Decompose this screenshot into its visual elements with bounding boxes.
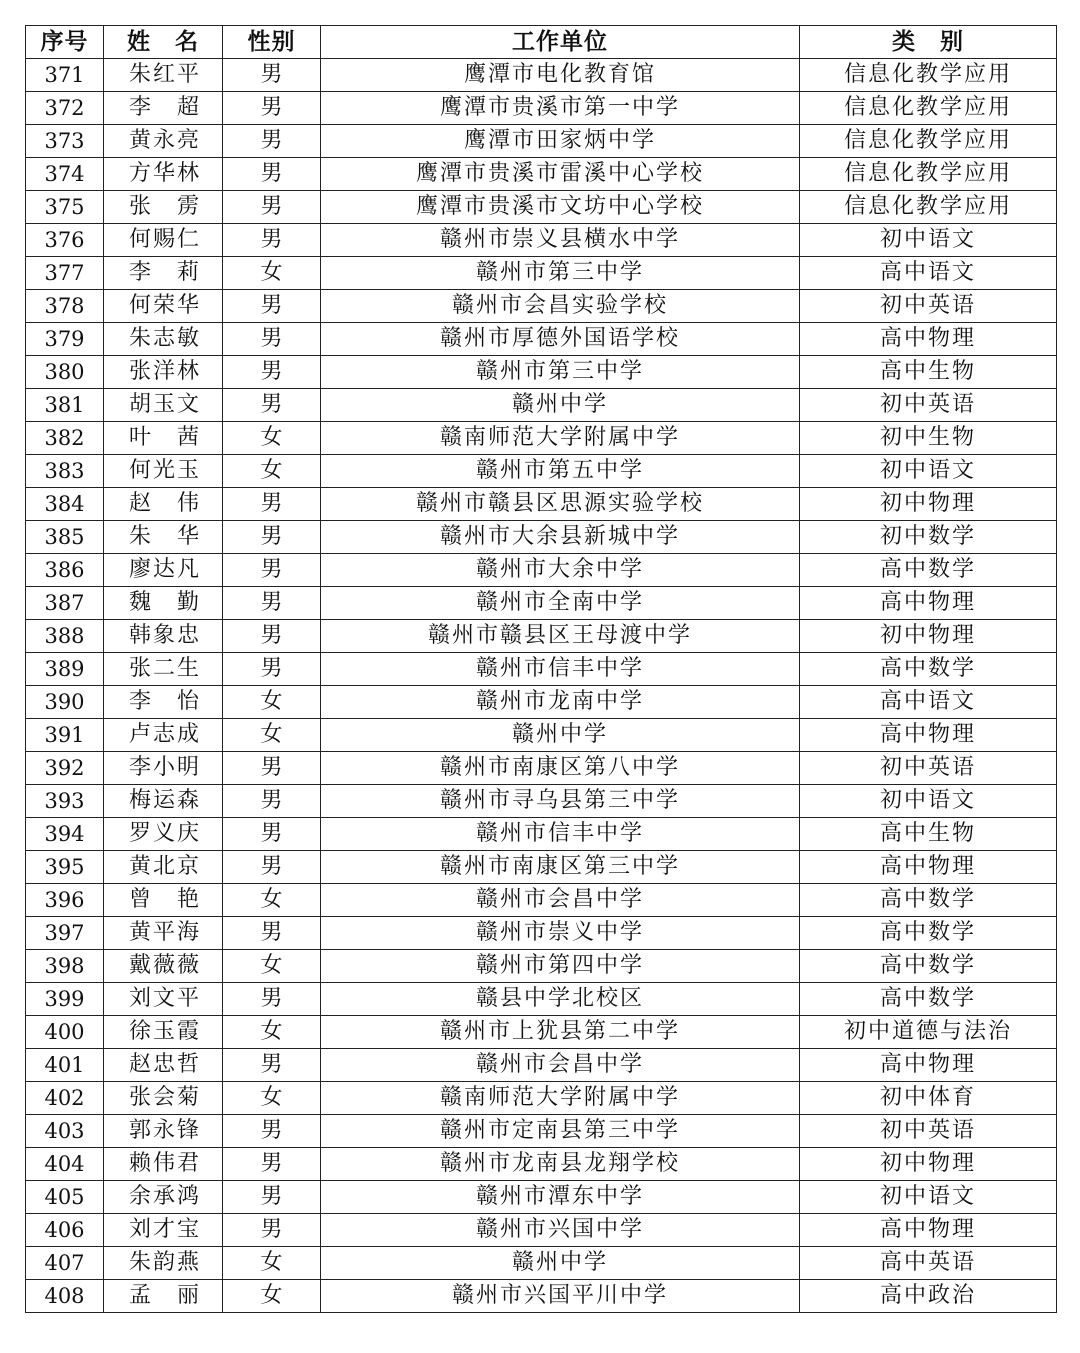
cell-index: 385 bbox=[26, 521, 104, 554]
cell-name: 曾 艳 bbox=[104, 884, 223, 917]
cell-workplace: 赣州市上犹县第二中学 bbox=[321, 1016, 800, 1049]
table-row bbox=[26, 389, 1057, 422]
cell-gender: 男 bbox=[223, 1181, 321, 1214]
cell-gender: 男 bbox=[223, 125, 321, 158]
cell-gender: 男 bbox=[223, 356, 321, 389]
cell-category: 高中物理 bbox=[800, 1214, 1057, 1247]
cell-workplace: 赣州市第四中学 bbox=[321, 950, 800, 983]
cell-index: 373 bbox=[26, 125, 104, 158]
cell-name: 张洋林 bbox=[104, 356, 223, 389]
cell-workplace: 赣州市潭东中学 bbox=[321, 1181, 800, 1214]
table-row bbox=[26, 1214, 1057, 1247]
cell-workplace: 赣州市兴国平川中学 bbox=[321, 1280, 800, 1313]
header-workplace: 工作单位 bbox=[321, 26, 800, 59]
cell-category: 初中生物 bbox=[800, 422, 1057, 455]
table-header-row bbox=[26, 26, 1057, 59]
cell-workplace: 赣州中学 bbox=[321, 1247, 800, 1280]
cell-index: 402 bbox=[26, 1082, 104, 1115]
table-row bbox=[26, 158, 1057, 191]
cell-gender: 男 bbox=[223, 752, 321, 785]
cell-workplace: 赣州市龙南县龙翔学校 bbox=[321, 1148, 800, 1181]
table-body bbox=[26, 59, 1057, 1313]
table-row bbox=[26, 686, 1057, 719]
cell-index: 389 bbox=[26, 653, 104, 686]
cell-category: 初中物理 bbox=[800, 1148, 1057, 1181]
table-row bbox=[26, 1049, 1057, 1082]
cell-category: 高中物理 bbox=[800, 587, 1057, 620]
table-row bbox=[26, 290, 1057, 323]
cell-name: 徐玉霞 bbox=[104, 1016, 223, 1049]
cell-index: 381 bbox=[26, 389, 104, 422]
cell-workplace: 赣州市第三中学 bbox=[321, 257, 800, 290]
cell-name: 廖达凡 bbox=[104, 554, 223, 587]
cell-category: 高中物理 bbox=[800, 1049, 1057, 1082]
cell-category: 初中数学 bbox=[800, 521, 1057, 554]
cell-index: 408 bbox=[26, 1280, 104, 1313]
table-row bbox=[26, 521, 1057, 554]
cell-gender: 男 bbox=[223, 554, 321, 587]
table-row bbox=[26, 851, 1057, 884]
cell-gender: 女 bbox=[223, 950, 321, 983]
cell-gender: 男 bbox=[223, 488, 321, 521]
cell-gender: 男 bbox=[223, 92, 321, 125]
cell-workplace: 鹰潭市贵溪市第一中学 bbox=[321, 92, 800, 125]
table-row bbox=[26, 92, 1057, 125]
cell-gender: 女 bbox=[223, 686, 321, 719]
cell-name: 黄永亮 bbox=[104, 125, 223, 158]
table-row bbox=[26, 1148, 1057, 1181]
cell-name: 方华林 bbox=[104, 158, 223, 191]
cell-category: 初中语文 bbox=[800, 785, 1057, 818]
table-row bbox=[26, 356, 1057, 389]
cell-workplace: 赣州市兴国中学 bbox=[321, 1214, 800, 1247]
cell-category: 初中体育 bbox=[800, 1082, 1057, 1115]
cell-workplace: 赣州市厚德外国语学校 bbox=[321, 323, 800, 356]
table-row bbox=[26, 1115, 1057, 1148]
cell-index: 387 bbox=[26, 587, 104, 620]
table-row bbox=[26, 125, 1057, 158]
cell-name: 何赐仁 bbox=[104, 224, 223, 257]
cell-name: 朱志敏 bbox=[104, 323, 223, 356]
cell-index: 400 bbox=[26, 1016, 104, 1049]
cell-name: 罗义庆 bbox=[104, 818, 223, 851]
cell-index: 386 bbox=[26, 554, 104, 587]
cell-name: 李 超 bbox=[104, 92, 223, 125]
table-row bbox=[26, 1082, 1057, 1115]
cell-gender: 男 bbox=[223, 1115, 321, 1148]
table-row bbox=[26, 1181, 1057, 1214]
cell-name: 张会菊 bbox=[104, 1082, 223, 1115]
teacher-roster-table bbox=[25, 25, 1057, 1313]
cell-name: 胡玉文 bbox=[104, 389, 223, 422]
cell-index: 371 bbox=[26, 59, 104, 92]
cell-name: 李小明 bbox=[104, 752, 223, 785]
table-row bbox=[26, 917, 1057, 950]
cell-category: 初中语文 bbox=[800, 224, 1057, 257]
cell-category: 高中语文 bbox=[800, 257, 1057, 290]
cell-name: 赖伟君 bbox=[104, 1148, 223, 1181]
cell-name: 孟 丽 bbox=[104, 1280, 223, 1313]
cell-index: 390 bbox=[26, 686, 104, 719]
cell-workplace: 赣州市会昌中学 bbox=[321, 1049, 800, 1082]
cell-workplace: 赣南师范大学附属中学 bbox=[321, 422, 800, 455]
cell-gender: 男 bbox=[223, 818, 321, 851]
cell-index: 401 bbox=[26, 1049, 104, 1082]
cell-name: 刘才宝 bbox=[104, 1214, 223, 1247]
cell-gender: 女 bbox=[223, 1247, 321, 1280]
cell-category: 高中物理 bbox=[800, 719, 1057, 752]
cell-gender: 男 bbox=[223, 191, 321, 224]
cell-index: 391 bbox=[26, 719, 104, 752]
cell-index: 376 bbox=[26, 224, 104, 257]
table-row bbox=[26, 1247, 1057, 1280]
cell-category: 高中物理 bbox=[800, 323, 1057, 356]
cell-name: 梅运森 bbox=[104, 785, 223, 818]
cell-gender: 男 bbox=[223, 290, 321, 323]
cell-category: 初中物理 bbox=[800, 620, 1057, 653]
cell-workplace: 鹰潭市贵溪市雷溪中心学校 bbox=[321, 158, 800, 191]
cell-workplace: 赣州市崇义中学 bbox=[321, 917, 800, 950]
cell-index: 397 bbox=[26, 917, 104, 950]
table-row bbox=[26, 818, 1057, 851]
cell-index: 396 bbox=[26, 884, 104, 917]
cell-index: 395 bbox=[26, 851, 104, 884]
table-row bbox=[26, 488, 1057, 521]
cell-name: 朱韵燕 bbox=[104, 1247, 223, 1280]
cell-category: 初中英语 bbox=[800, 290, 1057, 323]
cell-gender: 男 bbox=[223, 224, 321, 257]
cell-workplace: 赣州市大余县新城中学 bbox=[321, 521, 800, 554]
cell-workplace: 鹰潭市贵溪市文坊中心学校 bbox=[321, 191, 800, 224]
cell-index: 375 bbox=[26, 191, 104, 224]
cell-gender: 男 bbox=[223, 389, 321, 422]
table-row bbox=[26, 653, 1057, 686]
cell-index: 382 bbox=[26, 422, 104, 455]
cell-workplace: 赣南师范大学附属中学 bbox=[321, 1082, 800, 1115]
cell-index: 405 bbox=[26, 1181, 104, 1214]
cell-index: 384 bbox=[26, 488, 104, 521]
table-row bbox=[26, 884, 1057, 917]
cell-workplace: 赣州市第三中学 bbox=[321, 356, 800, 389]
cell-category: 信息化教学应用 bbox=[800, 125, 1057, 158]
cell-index: 378 bbox=[26, 290, 104, 323]
cell-category: 高中生物 bbox=[800, 356, 1057, 389]
cell-category: 信息化教学应用 bbox=[800, 158, 1057, 191]
cell-name: 赵忠哲 bbox=[104, 1049, 223, 1082]
cell-workplace: 赣州市南康区第八中学 bbox=[321, 752, 800, 785]
cell-name: 李 莉 bbox=[104, 257, 223, 290]
cell-gender: 女 bbox=[223, 1082, 321, 1115]
cell-category: 高中语文 bbox=[800, 686, 1057, 719]
cell-category: 高中数学 bbox=[800, 983, 1057, 1016]
cell-index: 393 bbox=[26, 785, 104, 818]
table-row bbox=[26, 257, 1057, 290]
cell-category: 初中物理 bbox=[800, 488, 1057, 521]
cell-category: 高中数学 bbox=[800, 917, 1057, 950]
cell-gender: 男 bbox=[223, 1214, 321, 1247]
cell-gender: 女 bbox=[223, 422, 321, 455]
cell-gender: 男 bbox=[223, 785, 321, 818]
cell-category: 初中英语 bbox=[800, 752, 1057, 785]
cell-gender: 女 bbox=[223, 455, 321, 488]
cell-category: 初中英语 bbox=[800, 1115, 1057, 1148]
cell-name: 余承鸿 bbox=[104, 1181, 223, 1214]
cell-index: 380 bbox=[26, 356, 104, 389]
table-row bbox=[26, 224, 1057, 257]
cell-category: 信息化教学应用 bbox=[800, 59, 1057, 92]
cell-workplace: 鹰潭市电化教育馆 bbox=[321, 59, 800, 92]
cell-name: 张二生 bbox=[104, 653, 223, 686]
cell-name: 张 雳 bbox=[104, 191, 223, 224]
cell-index: 399 bbox=[26, 983, 104, 1016]
cell-index: 374 bbox=[26, 158, 104, 191]
cell-category: 信息化教学应用 bbox=[800, 191, 1057, 224]
cell-category: 高中数学 bbox=[800, 554, 1057, 587]
cell-name: 黄平海 bbox=[104, 917, 223, 950]
table-row bbox=[26, 455, 1057, 488]
cell-gender: 男 bbox=[223, 851, 321, 884]
cell-name: 朱红平 bbox=[104, 59, 223, 92]
cell-index: 392 bbox=[26, 752, 104, 785]
cell-workplace: 赣州中学 bbox=[321, 719, 800, 752]
header-gender: 性别 bbox=[223, 26, 321, 59]
cell-name: 叶 茜 bbox=[104, 422, 223, 455]
cell-workplace: 赣州市第五中学 bbox=[321, 455, 800, 488]
cell-workplace: 赣州市会昌实验学校 bbox=[321, 290, 800, 323]
cell-index: 404 bbox=[26, 1148, 104, 1181]
cell-category: 高中数学 bbox=[800, 884, 1057, 917]
cell-category: 初中语文 bbox=[800, 455, 1057, 488]
table-row bbox=[26, 587, 1057, 620]
cell-gender: 男 bbox=[223, 1148, 321, 1181]
table-row bbox=[26, 950, 1057, 983]
cell-index: 403 bbox=[26, 1115, 104, 1148]
table-row bbox=[26, 59, 1057, 92]
cell-gender: 男 bbox=[223, 1049, 321, 1082]
cell-name: 朱 华 bbox=[104, 521, 223, 554]
cell-workplace: 赣州市定南县第三中学 bbox=[321, 1115, 800, 1148]
cell-index: 407 bbox=[26, 1247, 104, 1280]
cell-name: 赵 伟 bbox=[104, 488, 223, 521]
cell-category: 高中生物 bbox=[800, 818, 1057, 851]
cell-index: 388 bbox=[26, 620, 104, 653]
cell-name: 戴薇薇 bbox=[104, 950, 223, 983]
cell-workplace: 赣州市会昌中学 bbox=[321, 884, 800, 917]
cell-workplace: 赣州市全南中学 bbox=[321, 587, 800, 620]
table-row bbox=[26, 191, 1057, 224]
cell-workplace: 赣州市大余中学 bbox=[321, 554, 800, 587]
cell-category: 高中政治 bbox=[800, 1280, 1057, 1313]
cell-category: 高中数学 bbox=[800, 653, 1057, 686]
cell-category: 高中数学 bbox=[800, 950, 1057, 983]
cell-workplace: 赣州市赣县区思源实验学校 bbox=[321, 488, 800, 521]
table-row bbox=[26, 1016, 1057, 1049]
table-row bbox=[26, 422, 1057, 455]
table-row bbox=[26, 785, 1057, 818]
cell-name: 何光玉 bbox=[104, 455, 223, 488]
table-row bbox=[26, 719, 1057, 752]
cell-gender: 女 bbox=[223, 719, 321, 752]
cell-gender: 男 bbox=[223, 983, 321, 1016]
cell-gender: 男 bbox=[223, 587, 321, 620]
cell-gender: 男 bbox=[223, 59, 321, 92]
cell-index: 372 bbox=[26, 92, 104, 125]
cell-category: 高中物理 bbox=[800, 851, 1057, 884]
cell-workplace: 赣州市信丰中学 bbox=[321, 653, 800, 686]
cell-name: 郭永锋 bbox=[104, 1115, 223, 1148]
cell-index: 406 bbox=[26, 1214, 104, 1247]
cell-workplace: 鹰潭市田家炳中学 bbox=[321, 125, 800, 158]
cell-index: 398 bbox=[26, 950, 104, 983]
cell-workplace: 赣州市信丰中学 bbox=[321, 818, 800, 851]
header-index: 序号 bbox=[26, 26, 104, 59]
cell-name: 何荣华 bbox=[104, 290, 223, 323]
cell-workplace: 赣州市寻乌县第三中学 bbox=[321, 785, 800, 818]
table-row bbox=[26, 1280, 1057, 1313]
roster-document bbox=[25, 25, 1056, 1313]
cell-gender: 男 bbox=[223, 323, 321, 356]
cell-category: 高中英语 bbox=[800, 1247, 1057, 1280]
cell-gender: 女 bbox=[223, 1016, 321, 1049]
cell-workplace: 赣州中学 bbox=[321, 389, 800, 422]
table-row bbox=[26, 983, 1057, 1016]
cell-category: 信息化教学应用 bbox=[800, 92, 1057, 125]
table-row bbox=[26, 620, 1057, 653]
cell-gender: 男 bbox=[223, 620, 321, 653]
cell-gender: 男 bbox=[223, 653, 321, 686]
cell-name: 魏 勤 bbox=[104, 587, 223, 620]
cell-workplace: 赣州市龙南中学 bbox=[321, 686, 800, 719]
header-name: 姓 名 bbox=[104, 26, 223, 59]
cell-gender: 男 bbox=[223, 158, 321, 191]
cell-index: 394 bbox=[26, 818, 104, 851]
cell-name: 刘文平 bbox=[104, 983, 223, 1016]
cell-name: 韩象忠 bbox=[104, 620, 223, 653]
cell-category: 初中语文 bbox=[800, 1181, 1057, 1214]
table-row bbox=[26, 323, 1057, 356]
table-row bbox=[26, 752, 1057, 785]
cell-workplace: 赣州市赣县区王母渡中学 bbox=[321, 620, 800, 653]
cell-category: 初中英语 bbox=[800, 389, 1057, 422]
cell-category: 初中道德与法治 bbox=[800, 1016, 1057, 1049]
cell-gender: 女 bbox=[223, 1280, 321, 1313]
cell-gender: 男 bbox=[223, 917, 321, 950]
cell-name: 黄北京 bbox=[104, 851, 223, 884]
cell-name: 李 怡 bbox=[104, 686, 223, 719]
cell-index: 379 bbox=[26, 323, 104, 356]
cell-index: 383 bbox=[26, 455, 104, 488]
cell-workplace: 赣州市南康区第三中学 bbox=[321, 851, 800, 884]
table-row bbox=[26, 554, 1057, 587]
cell-gender: 女 bbox=[223, 884, 321, 917]
cell-name: 卢志成 bbox=[104, 719, 223, 752]
header-category: 类 别 bbox=[800, 26, 1057, 59]
cell-gender: 男 bbox=[223, 521, 321, 554]
cell-workplace: 赣州市崇义县横水中学 bbox=[321, 224, 800, 257]
cell-workplace: 赣县中学北校区 bbox=[321, 983, 800, 1016]
cell-index: 377 bbox=[26, 257, 104, 290]
cell-gender: 女 bbox=[223, 257, 321, 290]
